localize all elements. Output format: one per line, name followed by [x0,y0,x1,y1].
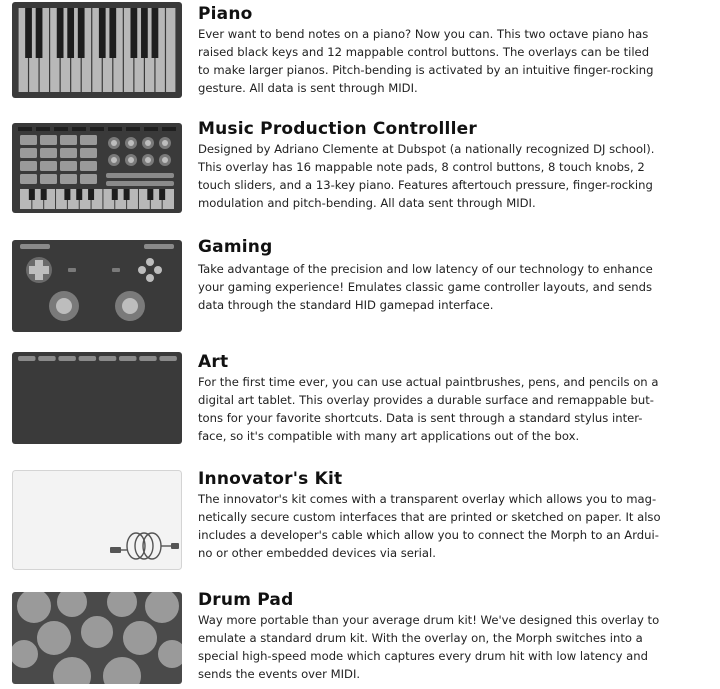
desc-line: Way more portable than your average drum kit! We've designed this overlay to [198,613,660,627]
art-tablet-icon [12,352,182,444]
desc-line: The innovator's kit comes with a transparent overlay which allows you to mag- [198,492,657,506]
overlay-description-innovators-kit [198,490,715,562]
desc-line: digital art tablet. This overlay provides a durable surface and remappable but- [198,393,654,407]
desc-line: face, so it's compatible with many art applications out of the box. [198,429,580,443]
drum-pad-icon [12,592,182,684]
desc-line: touch sliders, and a 13-key piano. Features aftertouch pressure, finger-rocking [198,178,653,192]
overlay-description-music-production-controller [198,140,715,212]
overlay-title-art: Art [198,352,229,372]
desc-line: This overlay has 16 mappable note pads, 8 control buttons, 8 touch knobs, 2 [198,160,645,174]
desc-line: includes a developer's cable which allow you to connect the Morph to an Ardui- [198,528,659,542]
desc-line: netically secure custom interfaces that are printed or sketched on paper. It also [198,510,661,524]
desc-line: no or other embedded devices via serial. [198,546,436,560]
desc-line: gesture. All data is sent through MIDI. [198,81,418,95]
desc-line: tons for your favorite shortcuts. Data is sent through a standard stylus inter- [198,411,643,425]
overlay-description-drum-pad [198,611,715,683]
overlay-description-gaming [198,260,715,314]
desc-line: Take advantage of the precision and low latency of our technology to enhance [198,262,653,276]
desc-line: your gaming experience! Emulates classic game controller layouts, and sends [198,280,653,294]
gamepad-icon [12,240,182,332]
desc-line: emulate a standard drum kit. With the overlay on, the Morph switches into a [198,631,643,645]
overlay-title-piano: Piano [198,4,253,24]
overlay-title-innovators-kit: Innovator's Kit [198,469,343,489]
overlay-description-art [198,373,715,445]
developer-cable-icon [12,470,182,570]
music-production-controller-icon [12,123,182,213]
desc-line: sends the events over MIDI. [198,667,361,681]
overlay-title-music-production-controller: Music Production Controlller [198,119,477,139]
desc-line: Designed by Adriano Clemente at Dubspot (a nationally recognized DJ school). [198,142,655,156]
desc-line: Ever want to bend notes on a piano? Now you can. This two octave piano has [198,27,649,41]
desc-line: special high-speed mode which captures every drum hit with low latency and [198,649,648,663]
desc-line: raised black keys and 12 mappable control buttons. The overlays can be tiled [198,45,650,59]
desc-line: For the first time ever, you can use actual paintbrushes, pens, and pencils on a [198,375,659,389]
overlay-title-drum-pad: Drum Pad [198,590,294,610]
desc-line: data through the standard HID gamepad interface. [198,298,494,312]
desc-line: modulation and pitch-bending. All data sent through MIDI. [198,196,536,210]
overlay-title-gaming: Gaming [198,237,273,257]
overlay-description-piano [198,25,715,97]
piano-keyboard-icon [12,2,182,98]
desc-line: to make larger pianos. Pitch-bending is activated by an intuitive finger-rocking [198,63,654,77]
